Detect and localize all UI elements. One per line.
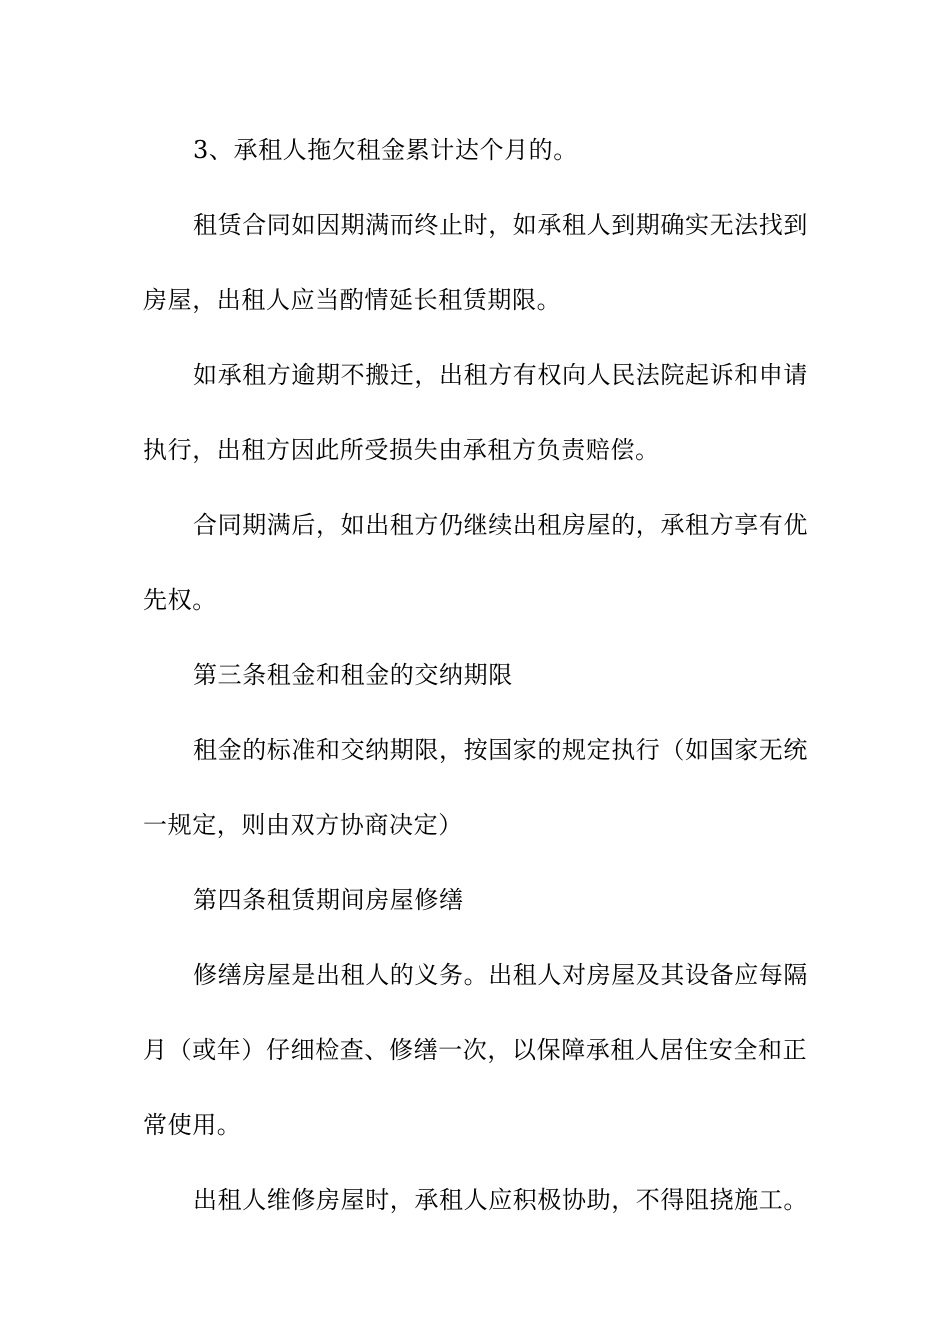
text-line: 房屋，出租人应当酌情延长租赁期限。 bbox=[143, 286, 562, 314]
text-line: 租金的标准和交纳期限，按国家的规定执行（如国家无统 bbox=[193, 736, 808, 764]
text-line: 3、承租人拖欠租金累计达个月的。 bbox=[193, 136, 578, 164]
text-line: 租赁合同如因期满而终止时，如承租人到期确实无法找到 bbox=[193, 211, 808, 239]
text-line: 先权。 bbox=[143, 586, 217, 614]
section-heading: 第三条租金和租金的交纳期限 bbox=[193, 661, 513, 689]
text-line: 月（或年）仔细检查、修缮一次，以保障承租人居住安全和正 bbox=[143, 1036, 808, 1064]
text-line: 执行，出租方因此所受损失由承租方负责赔偿。 bbox=[143, 436, 660, 464]
text-line: 合同期满后，如出租方仍继续出租房屋的，承租方享有优 bbox=[193, 511, 808, 539]
text-line: 如承租方逾期不搬迁，出租方有权向人民法院起诉和申请 bbox=[193, 361, 808, 389]
text-line: 修缮房屋是出租人的义务。出租人对房屋及其设备应每隔 bbox=[193, 961, 808, 989]
text-line: 出租人维修房屋时，承租人应积极协助，不得阻挠施工。 bbox=[193, 1186, 808, 1214]
section-heading: 第四条租赁期间房屋修缮 bbox=[193, 886, 464, 914]
text-line: 一规定，则由双方协商决定） bbox=[143, 811, 463, 839]
text-line: 常使用。 bbox=[143, 1111, 242, 1139]
